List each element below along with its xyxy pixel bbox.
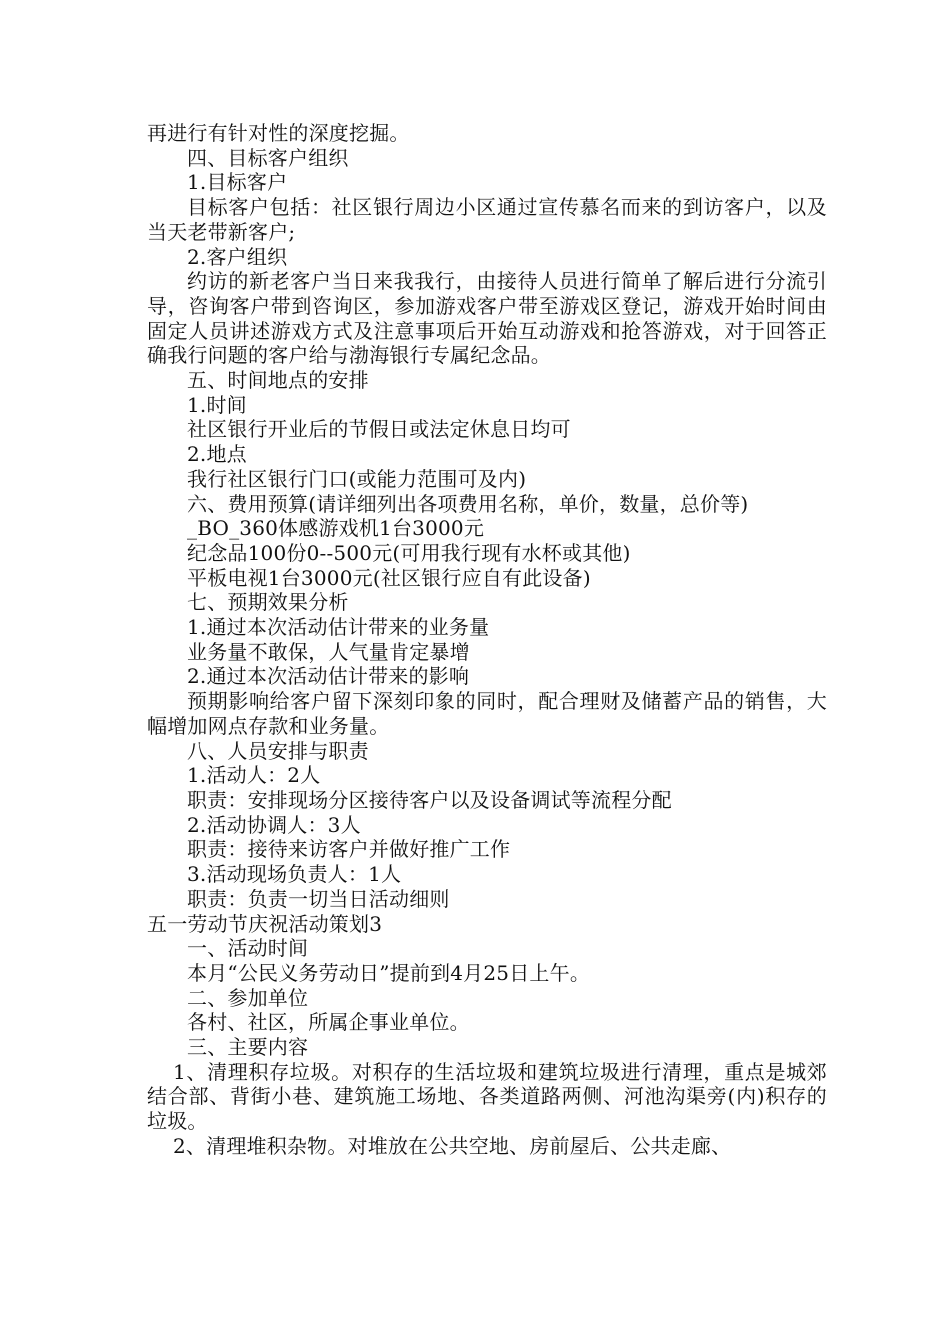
text-line: 2、清理堆积杂物。对堆放在公共空地、房前屋后、公共走廊、	[173, 1133, 732, 1158]
document-page	[147, 121, 827, 1159]
subsection-heading: 1.时间	[187, 392, 247, 417]
text-line: 业务量不敢保，人气量肯定暴增	[187, 639, 470, 664]
section-heading: 二、参加单位	[187, 985, 309, 1010]
section-heading: 七、预期效果分析	[187, 590, 349, 615]
subsection-heading: 2.通过本次活动估计带来的影响	[187, 664, 470, 689]
subsection-heading: 2.客户组织	[187, 244, 288, 269]
section-heading: 五、时间地点的安排	[187, 368, 369, 393]
budget-item: 纪念品100份0--500元(可用我行现有水杯或其他)	[187, 540, 631, 565]
text-line: 职责：接待来访客户并做好推广工作	[187, 837, 511, 862]
text-line: 本月“公民义务劳动日”提前到4月25日上午。	[187, 960, 591, 985]
paragraph: 目标客户包括：社区银行周边小区通过宣传慕名而来的到访客户，以及当天老带新客户;	[147, 195, 827, 244]
paragraph: 预期影响给客户留下深刻印象的同时，配合理财及储蓄产品的销售，大幅增加网点存款和业务量。	[147, 689, 827, 738]
paragraph: 1、清理积存垃圾。对积存的生活垃圾和建筑垃圾进行清理，重点是城郊结合部、背街小巷、建筑施工场地、各类道路两侧、河池沟渠旁(内)积存的垃圾。	[147, 1059, 827, 1134]
section-heading: 八、人员安排与职责	[187, 738, 369, 763]
subsection-heading: 2.地点	[187, 442, 247, 467]
section-heading: 四、目标客户组织	[187, 145, 349, 170]
subsection-heading: 1.通过本次活动估计带来的业务量	[187, 615, 490, 640]
text-line: 再进行有针对性的深度挖掘。	[147, 121, 410, 145]
text-line: 社区银行开业后的节假日或法定休息日均可	[187, 417, 571, 442]
subsection-heading: 1.活动人：2人	[187, 763, 321, 788]
subsection-heading: 3.活动现场负责人：1人	[187, 862, 402, 887]
subsection-heading: 1.目标客户	[187, 170, 288, 195]
section-heading: 六、费用预算(请详细列出各项费用名称，单价，数量，总价等)	[187, 491, 749, 516]
text-line: 我行社区银行门口(或能力范围可及内)	[187, 466, 527, 491]
budget-item: 平板电视1台3000元(社区银行应自有此设备)	[187, 565, 591, 590]
text-line: 职责：安排现场分区接待客户以及设备调试等流程分配	[187, 787, 672, 812]
budget-item: _BO_360体感游戏机1台3000元	[187, 516, 485, 541]
section-heading: 一、活动时间	[187, 936, 309, 961]
text-line: 职责：负责一切当日活动细则	[187, 886, 450, 911]
paragraph: 约访的新老客户当日来我我行，由接待人员进行简单了解后进行分流引导，咨询客户带到咨询区，参加游戏客户带至游戏区登记，游戏开始时间由固定人员讲述游戏方式及注意事项后开始互动游戏和抢答游戏，对于回答正确我行问题的客户给与渤海银行专属纪念品。	[147, 269, 827, 368]
document-title: 五一劳动节庆祝活动策划3	[147, 911, 383, 936]
text-line: 各村、社区，所属企事业单位。	[187, 1010, 470, 1035]
section-heading: 三、主要内容	[187, 1035, 309, 1060]
subsection-heading: 2.活动协调人：3人	[187, 812, 361, 837]
